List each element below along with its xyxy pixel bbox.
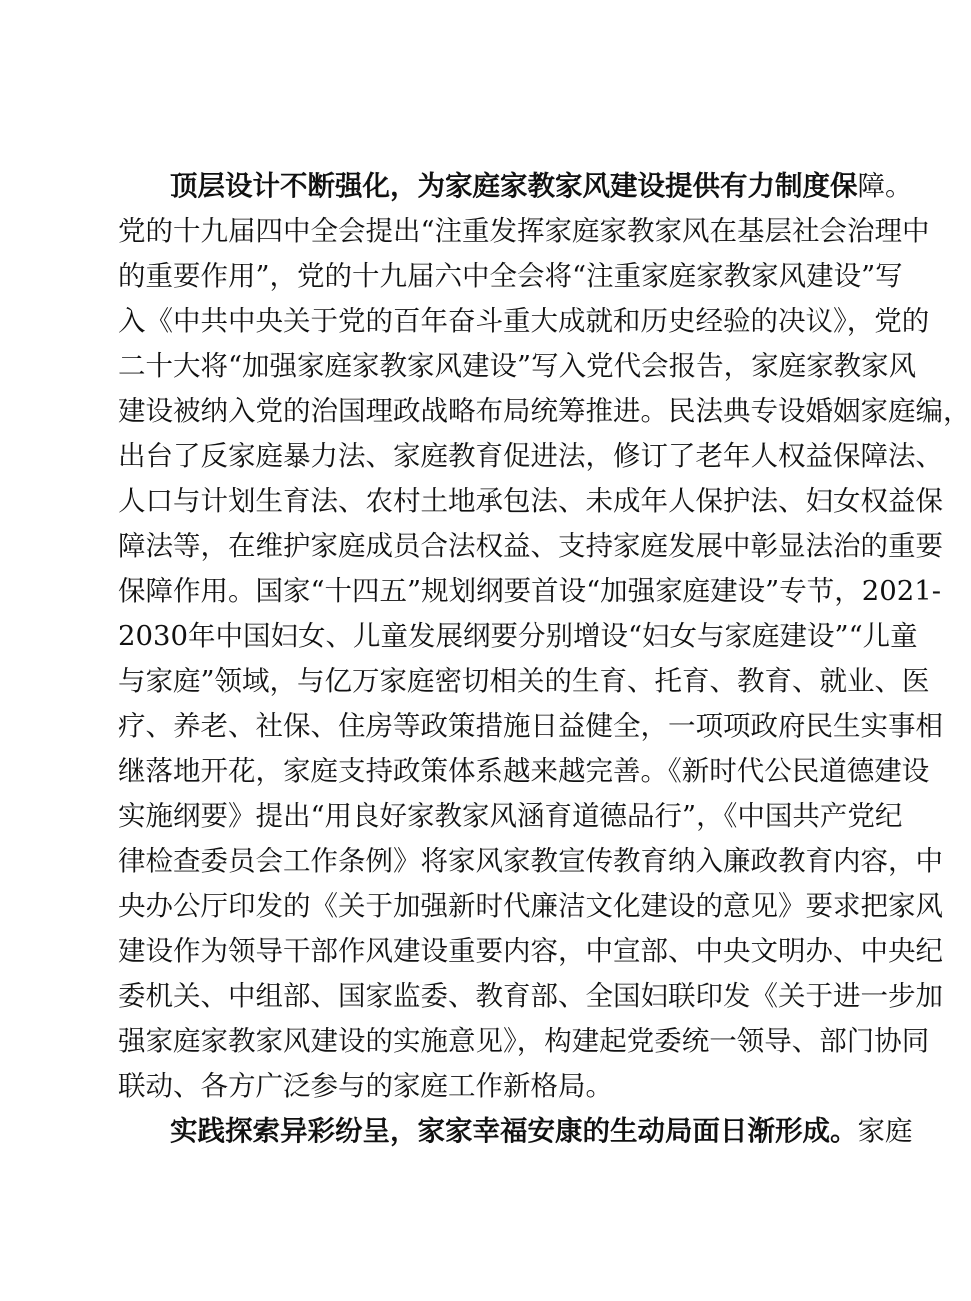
text-line: 二十大将“加强家庭家教家风建设”写入党代会报告，家庭家教家风 (118, 350, 917, 382)
text-line: 疗、养老、社保、住房等政策措施日益健全，一项项政府民生实事相 (118, 710, 943, 742)
text-line: 委机关、中组部、国家监委、教育部、全国妇联印发《关于进一步加 (118, 980, 943, 1012)
heading-phrase: 顶层设计不断强化，为家庭家教家风建设提供有力制度保 (170, 170, 858, 202)
text-line: 央办公厅印发的《关于加强新时代廉洁文化建设的意见》要求把家风 (118, 890, 943, 922)
text-line: 律检查委员会工作条例》将家风家教宣传教育纳入廉政教育内容，中 (118, 845, 943, 877)
heading-phrase: 实践探索异彩纷呈，家家幸福安康的生动局面日渐形成。 (170, 1115, 858, 1147)
text-line: 与家庭”领域，与亿万家庭密切相关的生育、托育、教育、就业、医 (118, 665, 930, 697)
text-line: 保障作用。国家“十四五”规划纲要首设“加强家庭建设”专节，2021- (118, 575, 942, 607)
text-line: 入《中共中央关于党的百年奋斗重大成就和历史经验的决议》，党的 (118, 305, 930, 337)
text-line: 出台了反家庭暴力法、家庭教育促进法，修订了老年人权益保障法、 (118, 440, 943, 472)
text-line: 实施纲要》提出“用良好家教家风涵育道德品行”，《中国共产党纪 (118, 800, 903, 832)
text-line: 障法等，在维护家庭成员合法权益、支持家庭发展中彰显法治的重要 (118, 530, 943, 562)
text-line: 的重要作用”，党的十九届六中全会将“注重家庭家教家风建设”写 (118, 260, 903, 292)
text-line (170, 164, 913, 208)
text-line: 继落地开花，家庭支持政策体系越来越完善。《新时代公民道德建设 (118, 755, 930, 787)
text-line: 建设作为领导干部作风建设重要内容，中宣部、中央文明办、中央纪 (118, 935, 943, 967)
text-line: 2030年中国妇女、儿童发展纲要分别增设“妇女与家庭建设”“儿童 (118, 620, 918, 652)
text-line: 建设被纳入党的治国理政战略布局统筹推进。民法典专设婚姻家庭编， (118, 395, 971, 427)
text-line: 党的十九届四中全会提出“注重发挥家庭家教家风在基层社会治理中 (118, 215, 930, 247)
text-line (170, 1109, 913, 1153)
text-line: 强家庭家教家风建设的实施意见》，构建起党委统一领导、部门协同 (118, 1025, 930, 1057)
line-text: 障。 (857, 170, 913, 202)
line-text: 家庭 (857, 1115, 913, 1147)
text-line: 联动、各方广泛参与的家庭工作新格局。 (118, 1070, 613, 1102)
text-line: 人口与计划生育法、农村土地承包法、未成年人保护法、妇女权益保 (118, 485, 943, 517)
